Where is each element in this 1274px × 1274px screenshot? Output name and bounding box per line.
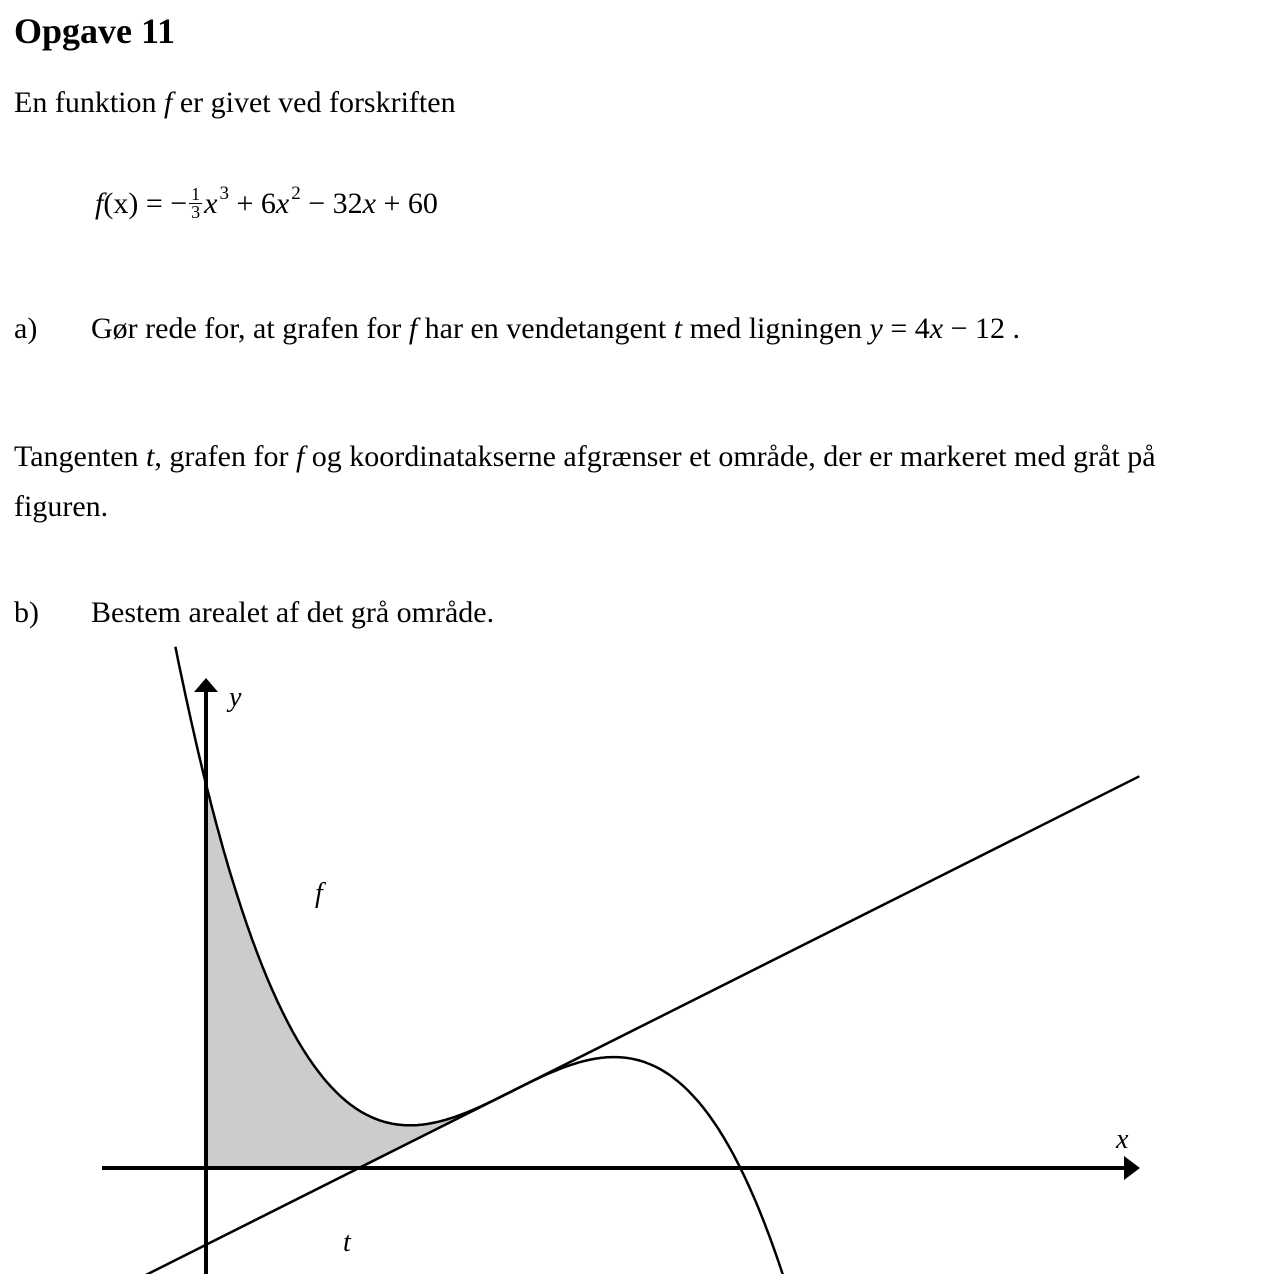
page-title: Opgave 11 — [14, 11, 176, 51]
y-axis-arrow-icon — [194, 678, 218, 692]
question-b-text: Bestem arealet af det grå område. — [91, 596, 495, 629]
region-description: Tangenten t, grafen for f og koordinatakserne afgrænser et område, der er markeret med gråt på figuren. — [14, 440, 1156, 523]
question-a-text: Gør rede for, at grafen for f har en vendetangent t med ligningen y = 4x − 12 . — [91, 312, 1021, 345]
function-formula: f(x) = − $\frac{1}{3}$ x $^3$ + 6x $^2$ − 32x + 60 — [95, 183, 438, 222]
x-axis-arrow-icon — [1124, 1156, 1140, 1180]
question-b-label: b) — [14, 596, 39, 629]
fraction-one-third: $\frac{1}{3}$ — [191, 183, 201, 222]
curve-f-label: f — [315, 878, 323, 909]
tangent-t-label: t — [343, 1227, 351, 1258]
y-axis-label: y — [229, 682, 242, 713]
intro-text: En funktion f er givet ved forskriften — [14, 86, 456, 119]
x-axis-label: x — [1116, 1124, 1129, 1155]
curve-f — [175, 647, 1134, 1274]
question-a-label: a) — [14, 312, 38, 345]
